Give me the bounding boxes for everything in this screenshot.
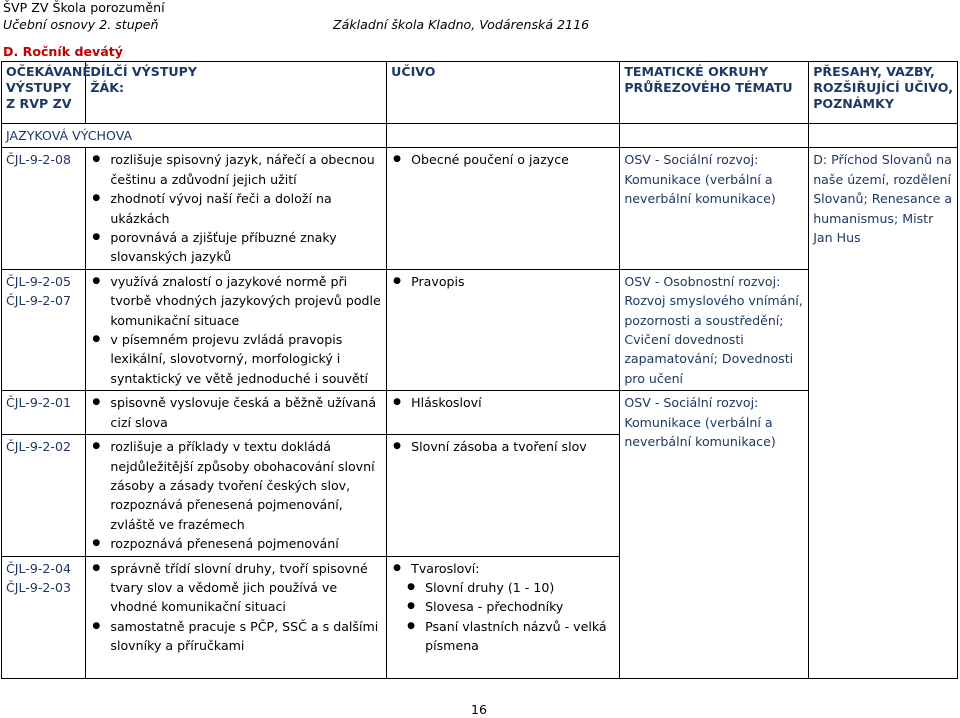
output-code: ČJL-9-2-01 [6, 395, 71, 411]
grade-title: D. Ročník devátý [3, 44, 123, 59]
list-item: ● rozlišuje spisovný jazyk, nářečí a obecnou češtinu a zdůvodní jejich užití [90, 150, 382, 189]
page-subheader [3, 17, 943, 32]
table-row [2, 148, 958, 269]
curriculum-cell [387, 269, 620, 390]
theme-cell [620, 391, 809, 678]
col-header-curriculum: UČIVO [387, 62, 620, 124]
section-empty-curriculum [387, 124, 620, 148]
list-item: ● zhodnotí vývoj naší řeči a doloží na ukázkách [90, 189, 382, 228]
output-codes [2, 269, 86, 390]
curriculum-cell [387, 435, 620, 556]
output-code: ČJL-9-2-03 [6, 579, 71, 595]
section-empty-notes [809, 124, 958, 148]
col-header-themes: TEMATICKÉ OKRUHY PRŮŘEZOVÉHO TÉMATU [620, 62, 809, 124]
student-outputs [86, 391, 387, 435]
list-item: ● rozpoznává přenesená pojmenování [90, 534, 382, 553]
list-item: ● Psaní vlastních názvů - velká písmena [405, 617, 615, 656]
list-item: ● rozlišuje a příklady v textu dokládá nejdůležitější způsoby obohacování slovní zásoby a zásady tvoření českých slov, rozpoznává přenesená pojmenování, zvláště ve frazémech [90, 437, 382, 534]
list-item: ● Slovesa - přechodníky [405, 597, 615, 616]
section-row [2, 124, 958, 148]
theme-text: OSV - Sociální rozvoj: Komunikace (verbální a neverbální komunikace) [624, 152, 776, 207]
student-outputs [86, 556, 387, 678]
output-code: ČJL-9-2-07 [6, 293, 71, 309]
theme-text: OSV - Sociální rozvoj: Komunikace (verbální a neverbální komunikace) [624, 395, 776, 450]
school-program-title: ŠVP ZV Škola porozumění [3, 0, 165, 15]
list-item: ● Hláskosloví [391, 393, 615, 412]
list-item: ● samostatně pracuje s PČP, SSČ a s dalšími slovníky a příručkami [90, 617, 382, 656]
student-outputs [86, 269, 387, 390]
table-header-row [2, 62, 958, 124]
list-item: ● správně třídí slovní druhy, tvoří spisovné tvary slov a vědomě jich používá ve vhodné komunikační situaci [90, 559, 382, 617]
output-codes [2, 435, 86, 556]
list-item: ● Pravopis [391, 272, 615, 291]
curriculum-cell [387, 391, 620, 435]
output-code: ČJL-9-2-05 [6, 273, 71, 289]
curriculum-cell [387, 556, 620, 678]
col-header-relations: PŘESAHY, VAZBY, ROZŠIŘUJÍCÍ UČIVO, POZNÁMKY [809, 62, 958, 124]
output-code: ČJL-9-2-08 [6, 152, 71, 168]
curriculum-cell [387, 148, 620, 269]
theme-cell [620, 269, 809, 390]
list-item: ● Slovní druhy (1 - 10) [405, 578, 615, 597]
theme-text: OSV - Osobnostní rozvoj: Rozvoj smyslového vnímání, pozornosti a soustředění; Cvičení dovednosti zapamatování; Dovednosti pro učení [624, 273, 803, 386]
notes-text: D: Příchod Slovanů na naše území, rozdělení Slovanů; Renesance a humanismus; Mistr Jan Hus [813, 152, 953, 246]
section-empty-theme [620, 124, 809, 148]
list-item: ● Obecné poučení o jazyce [391, 150, 615, 169]
output-codes [2, 148, 86, 269]
output-codes [2, 391, 86, 435]
curriculum-table [1, 61, 958, 679]
student-outputs [86, 435, 387, 556]
section-title: JAZYKOVÁ VÝCHOVA [2, 124, 387, 148]
output-codes [2, 556, 86, 678]
list-item: ● v písemném projevu zvládá pravopis lexikální, slovotvorný, morfologický i syntaktický ve větě jednoduché i souvětí [90, 330, 382, 388]
theme-cell [620, 148, 809, 269]
list-item: ● spisovně vyslovuje česká a běžně užívaná cizí slova [90, 393, 382, 432]
student-outputs [86, 148, 387, 269]
school-name: Základní škola Kladno, Vodárenská 2116 [333, 17, 590, 32]
col-header-outputs-student-text: DÍLČÍ VÝSTUPY ŽÁK: [90, 64, 197, 95]
notes-cell [809, 148, 958, 678]
list-item: ● Tvarosloví: [391, 559, 615, 578]
col-header-outputs-student [86, 62, 387, 124]
list-item: ● porovnává a zjišťuje příbuzné znaky slovanských jazyků [90, 228, 382, 267]
page-number: 16 [471, 702, 488, 717]
list-item: ● Slovní zásoba a tvoření slov [391, 437, 615, 456]
output-code: ČJL-9-2-04 [6, 560, 71, 576]
list-item: ● využívá znalostí o jazykové normě při tvorbě vhodných jazykových projevů podle komunikační situace [90, 272, 382, 330]
output-code: ČJL-9-2-02 [6, 439, 71, 455]
curriculum-label: Učební osnovy 2. stupeň [3, 17, 159, 32]
col-header-outputs-rvp: OČEKÁVANÉ VÝSTUPY Z RVP ZV [2, 62, 86, 124]
